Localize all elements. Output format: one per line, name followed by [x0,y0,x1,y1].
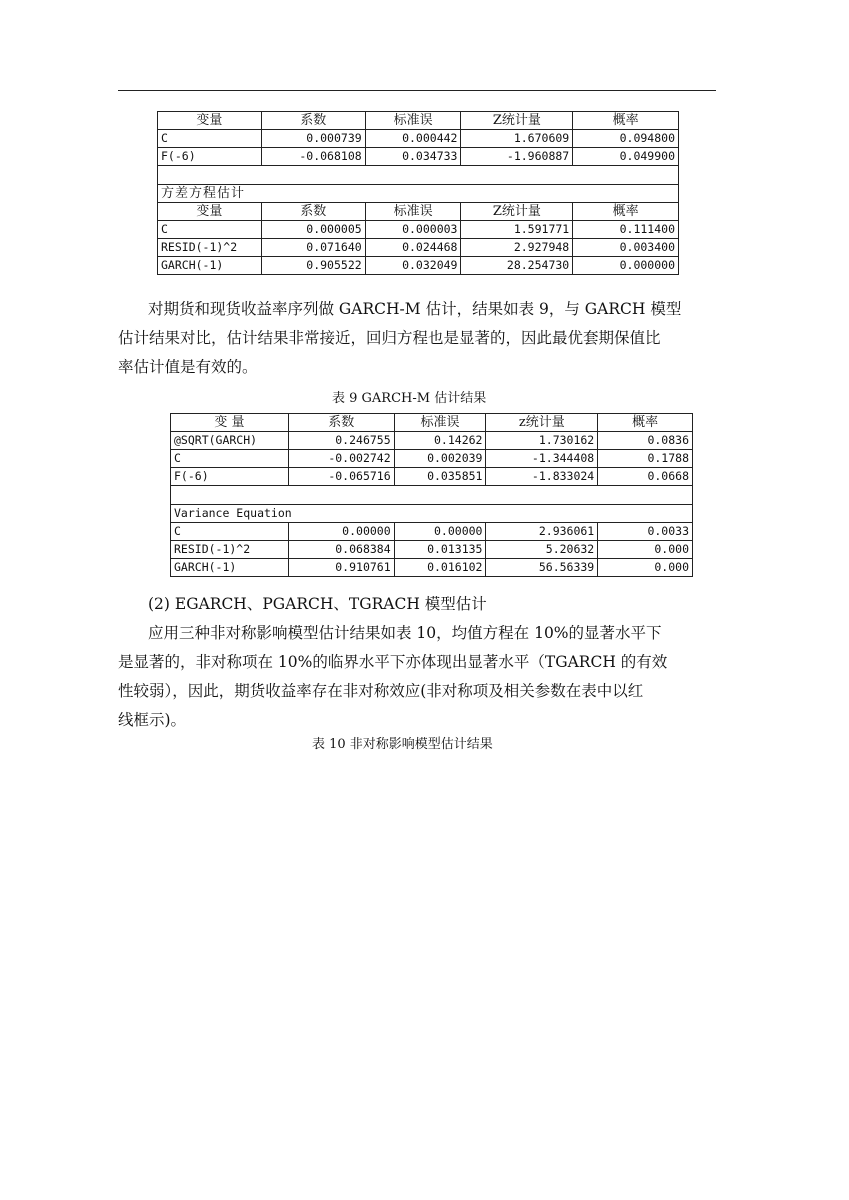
garch-estimation-table [157,111,679,275]
variance-section-title-row: 方差方程估计 [158,185,679,203]
table-row: RESID(-1)^2 0.068384 0.013135 5.20632 0.000 [171,541,693,559]
garch-m-estimation-table [170,413,693,577]
table-row: C 0.000739 0.000442 1.670609 0.094800 [158,130,679,148]
table-row: F(-6) -0.068108 0.034733 -1.960887 0.049900 [158,148,679,166]
table-row: @SQRT(GARCH) 0.246755 0.14262 1.730162 0.0836 [171,432,693,450]
table-row: GARCH(-1) 0.905522 0.032049 28.254730 0.000000 [158,257,679,275]
table-spacer-row [158,166,679,185]
table-header-row: 变量 系数 标准误 Z统计量 概率 [158,203,679,221]
table-row: F(-6) -0.065716 0.035851 -1.833024 0.0668 [171,468,693,486]
paragraph-line: 应用三种非对称影响模型估计结果如表 10，均值方程在 10%的显著水平下 [148,624,662,642]
table-row: C -0.002742 0.002039 -1.344408 0.1788 [171,450,693,468]
table10-caption: 表 10 非对称影响模型估计结果 [312,737,493,752]
header-rule [118,90,716,91]
table-row: C 0.000005 0.000003 1.591771 0.111400 [158,221,679,239]
table-header-row: 变量 系数 标准误 Z统计量 概率 [158,112,679,130]
table-spacer-row [171,486,693,505]
table-row: GARCH(-1) 0.910761 0.016102 56.56339 0.000 [171,559,693,577]
variance-section-title-row: Variance Equation [171,505,693,523]
paragraph-line: 性较弱），因此，期货收益率存在非对称效应(非对称项及相关参数在表中以红 [118,682,644,700]
paragraph-line: 线框示)。 [118,711,187,729]
paragraph-line: 率估计值是有效的。 [118,358,258,376]
paragraph-line: 估计结果对比，估计结果非常接近，回归方程也是显著的，因此最优套期保值比 [118,329,661,347]
paragraph-line: 是显著的，非对称项在 10%的临界水平下亦体现出显著水平（TGARCH 的有效 [118,653,668,671]
table-row: RESID(-1)^2 0.071640 0.024468 2.927948 0.003400 [158,239,679,257]
table-row: C 0.00000 0.00000 2.936061 0.0033 [171,523,693,541]
paragraph-line: 对期货和现货收益率序列做 GARCH-M 估计，结果如表 9，与 GARCH 模型 [148,300,682,318]
table-header-row: 变 量 系数 标准误 z统计量 概率 [171,414,693,432]
table9-caption: 表 9 GARCH-M 估计结果 [332,391,487,406]
section-heading: (2) EGARCH、PGARCH、TGRACH 模型估计 [148,595,487,613]
